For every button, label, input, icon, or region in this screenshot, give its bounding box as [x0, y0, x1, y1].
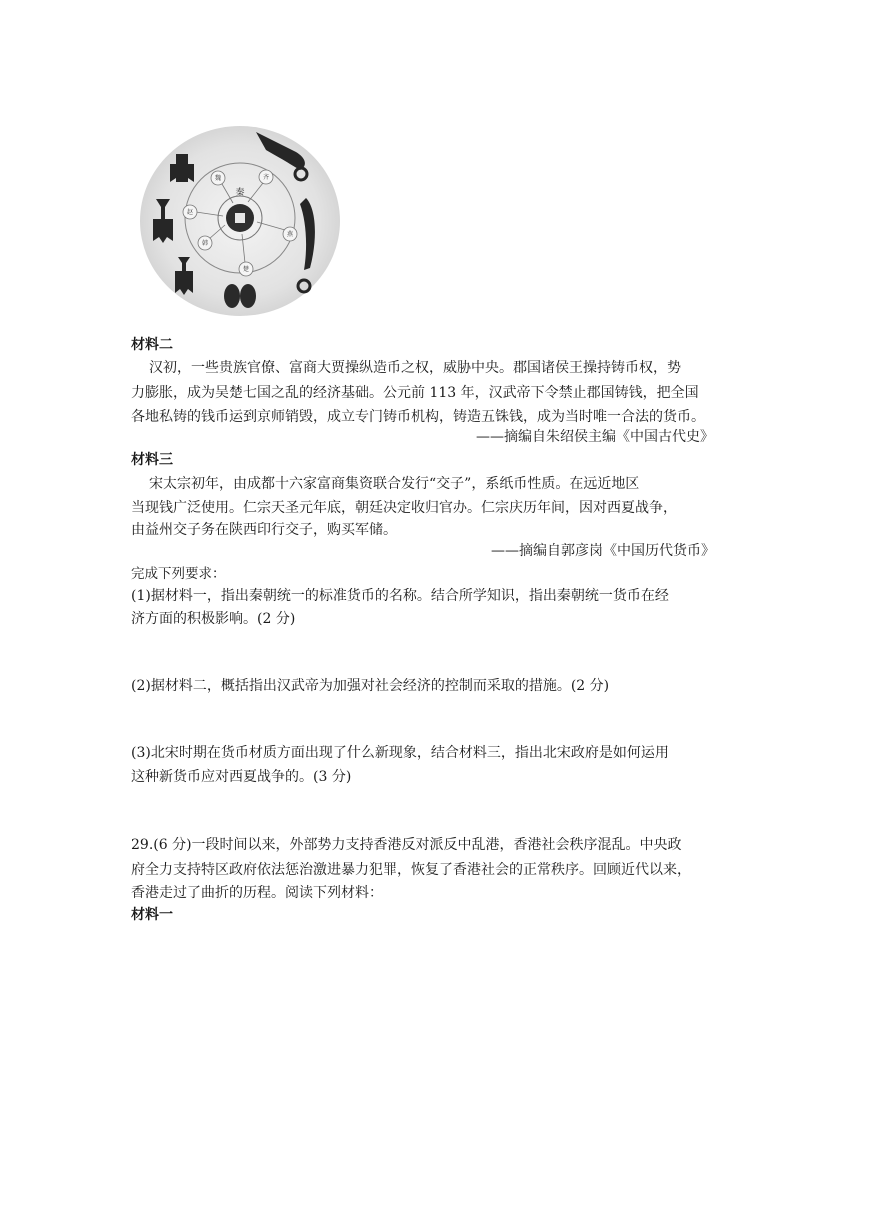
state-label: 赵	[186, 209, 194, 216]
material2-line: 各地私铸的钱币运到京师销毁，成立专门铸币机构，铸造五铢钱，成为当时唯一合法的货币。	[131, 409, 705, 425]
material3-line: 由益州交子务在陕西印行交子，购买军储。	[131, 522, 397, 538]
question-1-line: 济方面的积极影响。(2 分)	[131, 611, 296, 627]
state-label: 齐	[262, 174, 270, 181]
state-label: 魏	[214, 175, 222, 182]
question-29-line: 香港走过了曲折的历程。阅读下列材料：	[131, 885, 383, 901]
ant-nose-coin-icon	[224, 284, 240, 308]
material3-heading: 材料三	[131, 452, 173, 468]
tasks-intro: 完成下列要求：	[131, 566, 226, 582]
question-3-line: (3)北宋时期在货币材质方面出现了什么新现象，结合材料三，指出北宋政府是如何运用	[131, 745, 669, 761]
center-label: 秦	[235, 188, 245, 198]
state-label: 楚	[242, 266, 250, 273]
coin-diagram	[138, 124, 342, 318]
material2-line: 力膨胀，成为吴楚七国之乱的经济基础。公元前 113 年，汉武帝下令禁止郡国铸钱，把全国	[131, 385, 699, 401]
coin-square-hole	[235, 213, 245, 223]
q29-material1-heading: 材料一	[131, 907, 173, 923]
question-1-line: (1)据材料一，指出秦朝统一的标准货币的名称。结合所学知识，指出秦朝统一货币在经	[131, 588, 669, 604]
question-29-line: 府全力支持特区政府依法惩治激进暴力犯罪，恢复了香港社会的正常秩序。回顾近代以来，	[131, 862, 691, 878]
material2-line: 汉初，一些贵族官僚、富商大贾操纵造币之权，威胁中央。郡国诸侯王操持铸币权，势	[149, 360, 681, 376]
material2-heading: 材料二	[131, 337, 173, 353]
ant-nose-coin-icon	[240, 284, 256, 308]
material2-source: ——摘编自朱绍侯主编《中国古代史》	[476, 429, 714, 445]
question-29-line: 29.(6 分)一段时间以来，外部势力支持香港反对派反中乱港，香港社会秩序混乱。中央政	[131, 837, 682, 853]
state-label: 燕	[286, 231, 294, 238]
coin-unification-figure	[138, 124, 342, 318]
material3-source: ——摘编自郭彦岗《中国历代货币》	[491, 543, 715, 559]
state-label: 韩	[201, 240, 209, 247]
material3-line: 当现钱广泛使用。仁宗天圣元年底，朝廷决定收归官办。仁宗庆历年间，因对西夏战争，	[131, 500, 677, 516]
question-3-line: 这种新货币应对西夏战争的。(3 分)	[131, 769, 352, 785]
material3-line: 宋太宗初年，由成都十六家富商集资联合发行“交子”，系纸币性质。在远近地区	[149, 476, 640, 492]
question-2: (2)据材料二，概括指出汉武帝为加强对社会经济的控制而采取的措施。(2 分)	[131, 678, 610, 694]
